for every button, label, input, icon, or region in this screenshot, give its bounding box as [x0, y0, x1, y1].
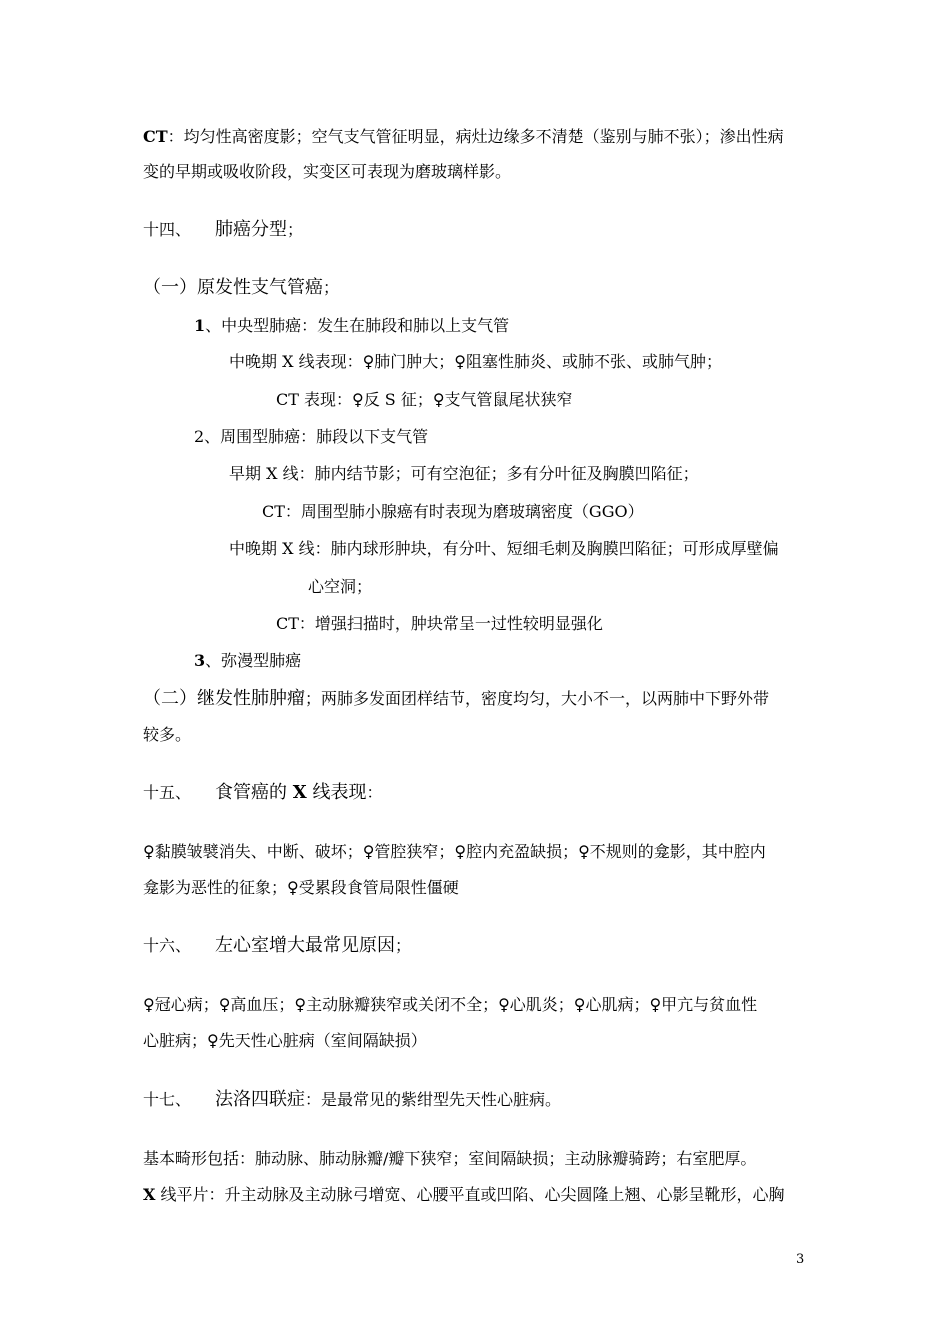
text-line	[143, 126, 784, 148]
section-suffix: ；	[395, 936, 412, 955]
line-text: 心空洞；	[308, 577, 373, 596]
section-title: 食管癌的	[215, 782, 293, 803]
line-text: ；两肺多发面团样结节，密度均匀，大小不一，以两肺中下野外带	[305, 689, 770, 708]
text-line	[143, 877, 459, 899]
section-title-bold: X	[292, 782, 307, 803]
line-text: 早期 X 线：肺内结节影；可有空泡征；多有分叶征及胸膜凹陷征；	[229, 464, 699, 483]
section-heading	[143, 218, 303, 242]
line-text: 、弥漫型肺癌	[205, 651, 302, 670]
text-line	[143, 1184, 785, 1206]
section-number: 十七、	[143, 1090, 192, 1109]
line-text: ：均匀性高密度影；空气支气管征明显，病灶边缘多不清楚（鉴别与肺不张）；渗出性病	[167, 127, 784, 146]
line-text: 基本畸形包括：肺动脉、肺动脉瓣/瓣下狭窄；室间隔缺损；主动脉瓣骑跨；右室肥厚。	[143, 1149, 757, 1168]
subsection-heading	[143, 687, 769, 711]
text-line	[276, 613, 603, 635]
item-number: 1	[194, 316, 206, 335]
text-line	[143, 994, 757, 1016]
subsection-title: （二）继发性肺肿瘤	[143, 688, 305, 709]
line-text: 中晚期 X 线：肺内球形肿块，有分叶、短细毛刺及胸膜凹陷征；可形成厚壁偏	[229, 539, 779, 558]
text-line	[276, 389, 573, 411]
line-text: 2、周围型肺癌：肺段以下支气管	[194, 427, 429, 446]
text-line	[262, 501, 644, 523]
line-text: CT 表现：♀反 S 征；♀支气管鼠尾状狭窄	[276, 390, 573, 409]
item-number: 3	[194, 651, 206, 670]
line-text: 心脏病；♀先天性心脏病（室间隔缺损）	[143, 1031, 427, 1050]
subsection-title: （一）原发性支气管癌	[143, 277, 323, 298]
text-line	[143, 841, 766, 863]
section-number: 十五、	[143, 783, 192, 802]
line-text: 较多。	[143, 725, 192, 744]
bold-term: CT	[143, 127, 168, 146]
section-suffix: ：	[366, 783, 383, 802]
line-text: CT：周围型肺小腺癌有时表现为磨玻璃密度（GGO）	[262, 502, 644, 521]
section-title: 左心室增大最常见原因	[215, 935, 396, 956]
section-heading	[143, 1088, 561, 1112]
text-line	[308, 576, 372, 598]
line-text: 中晚期 X 线表现：♀肺门肿大；♀阻塞性肺炎、或肺不张、或肺气肿；	[229, 352, 722, 371]
subsection-heading	[143, 276, 339, 300]
line-text: 、中央型肺癌：发生在肺段和肺以上支气管	[205, 316, 510, 335]
section-number: 十四、	[143, 220, 192, 239]
line-text: 变的早期或吸收阶段，实变区可表现为磨玻璃样影。	[143, 162, 512, 181]
text-line	[194, 650, 301, 672]
subsection-suffix: ；	[323, 278, 340, 297]
section-heading	[143, 934, 411, 958]
text-line	[194, 426, 428, 448]
section-number: 十六、	[143, 936, 192, 955]
text-line	[229, 463, 699, 485]
section-title: 肺癌分型	[215, 219, 288, 240]
section-title: 法洛四联症	[215, 1089, 306, 1110]
section-suffix: ；	[287, 220, 304, 239]
line-text: 龛影为恶性的征象；♀受累段食管局限性僵硬	[143, 878, 459, 897]
bold-term: X	[143, 1185, 156, 1204]
line-text: ♀黏膜皱襞消失、中断、破坏；♀管腔狭窄；♀腔内充盈缺损；♀不规则的龛影，其中腔内	[143, 842, 766, 861]
line-text: ♀冠心病；♀高血压；♀主动脉瓣狭窄或关闭不全；♀心肌炎；♀心肌病；♀甲亢与贫血性	[143, 995, 758, 1014]
text-line	[229, 538, 779, 560]
text-line	[143, 1148, 756, 1170]
page-number: 3	[796, 1252, 805, 1267]
text-line	[143, 161, 511, 183]
text-line	[229, 351, 722, 373]
section-title-rest: 线表现	[306, 782, 367, 803]
text-line	[194, 315, 509, 337]
text-line	[143, 1030, 427, 1052]
text-line	[143, 724, 191, 746]
section-heading	[143, 781, 382, 805]
line-text: ：是最常见的紫绀型先天性心脏病。	[305, 1090, 562, 1109]
line-text: CT：增强扫描时，肿块常呈一过性较明显强化	[276, 614, 603, 633]
line-text: 线平片：升主动脉及主动脉弓增宽、心腰平直或凹陷、心尖圆隆上翘、心影呈靴形，心胸	[155, 1185, 785, 1204]
